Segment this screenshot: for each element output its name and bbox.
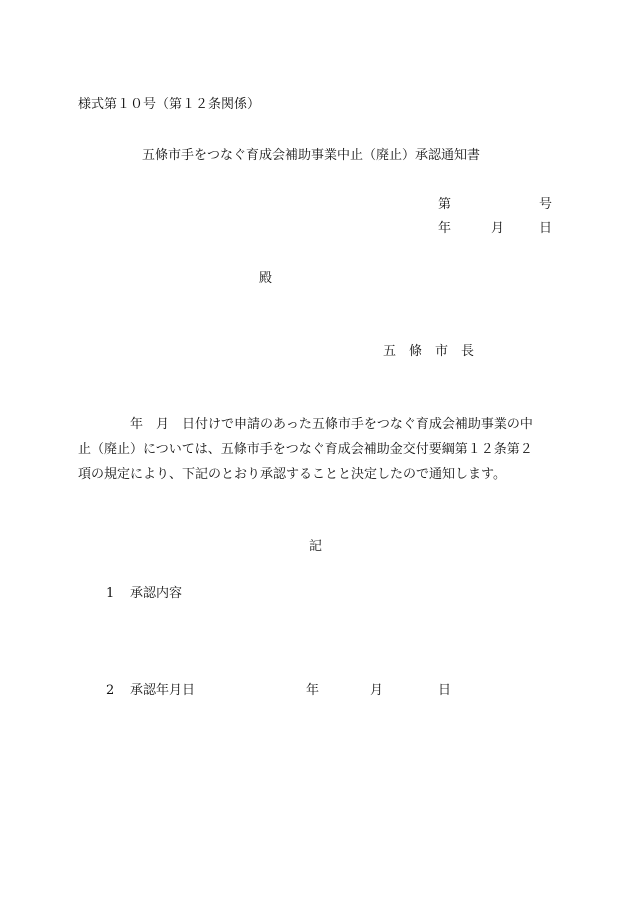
sender-char: 市 (435, 344, 449, 359)
approval-date-month: 月 (370, 683, 384, 698)
item-number: 1 (106, 586, 115, 601)
issue-date-day: 日 (539, 221, 553, 236)
sender-char: 長 (461, 344, 475, 359)
approval-date-year: 年 (306, 683, 320, 698)
sender-char: 五 (383, 344, 397, 359)
issue-date-month: 月 (491, 221, 505, 236)
issue-date-year: 年 (438, 221, 452, 236)
form-number: 様式第１０号（第１２条関係） (78, 97, 261, 112)
ki-heading: 記 (309, 539, 323, 554)
document-number-suffix: 号 (539, 197, 553, 212)
body-line: 止（廃止）については、五條市手をつなぐ育成会補助金交付要綱第１２条第２ (78, 442, 533, 457)
item-label-approval-content: 承認内容 (130, 586, 183, 601)
sender-name (383, 345, 474, 358)
notice-body (78, 412, 553, 487)
approval-date-day: 日 (438, 683, 452, 698)
recipient-honorific: 殿 (259, 271, 273, 286)
body-line: 年 月 日付けで申請のあった五條市手をつなぐ育成会補助事業の中 (78, 417, 533, 432)
item-number: 2 (106, 683, 115, 698)
sender-char: 條 (409, 344, 423, 359)
document-number-prefix: 第 (438, 197, 452, 212)
document-title: 五條市手をつなぐ育成会補助事業中止（廃止）承認通知書 (142, 148, 481, 163)
item-label-approval-date: 承認年月日 (130, 683, 196, 698)
body-line: 項の規定により、下記のとおり承認することと決定したので通知します。 (78, 467, 506, 482)
